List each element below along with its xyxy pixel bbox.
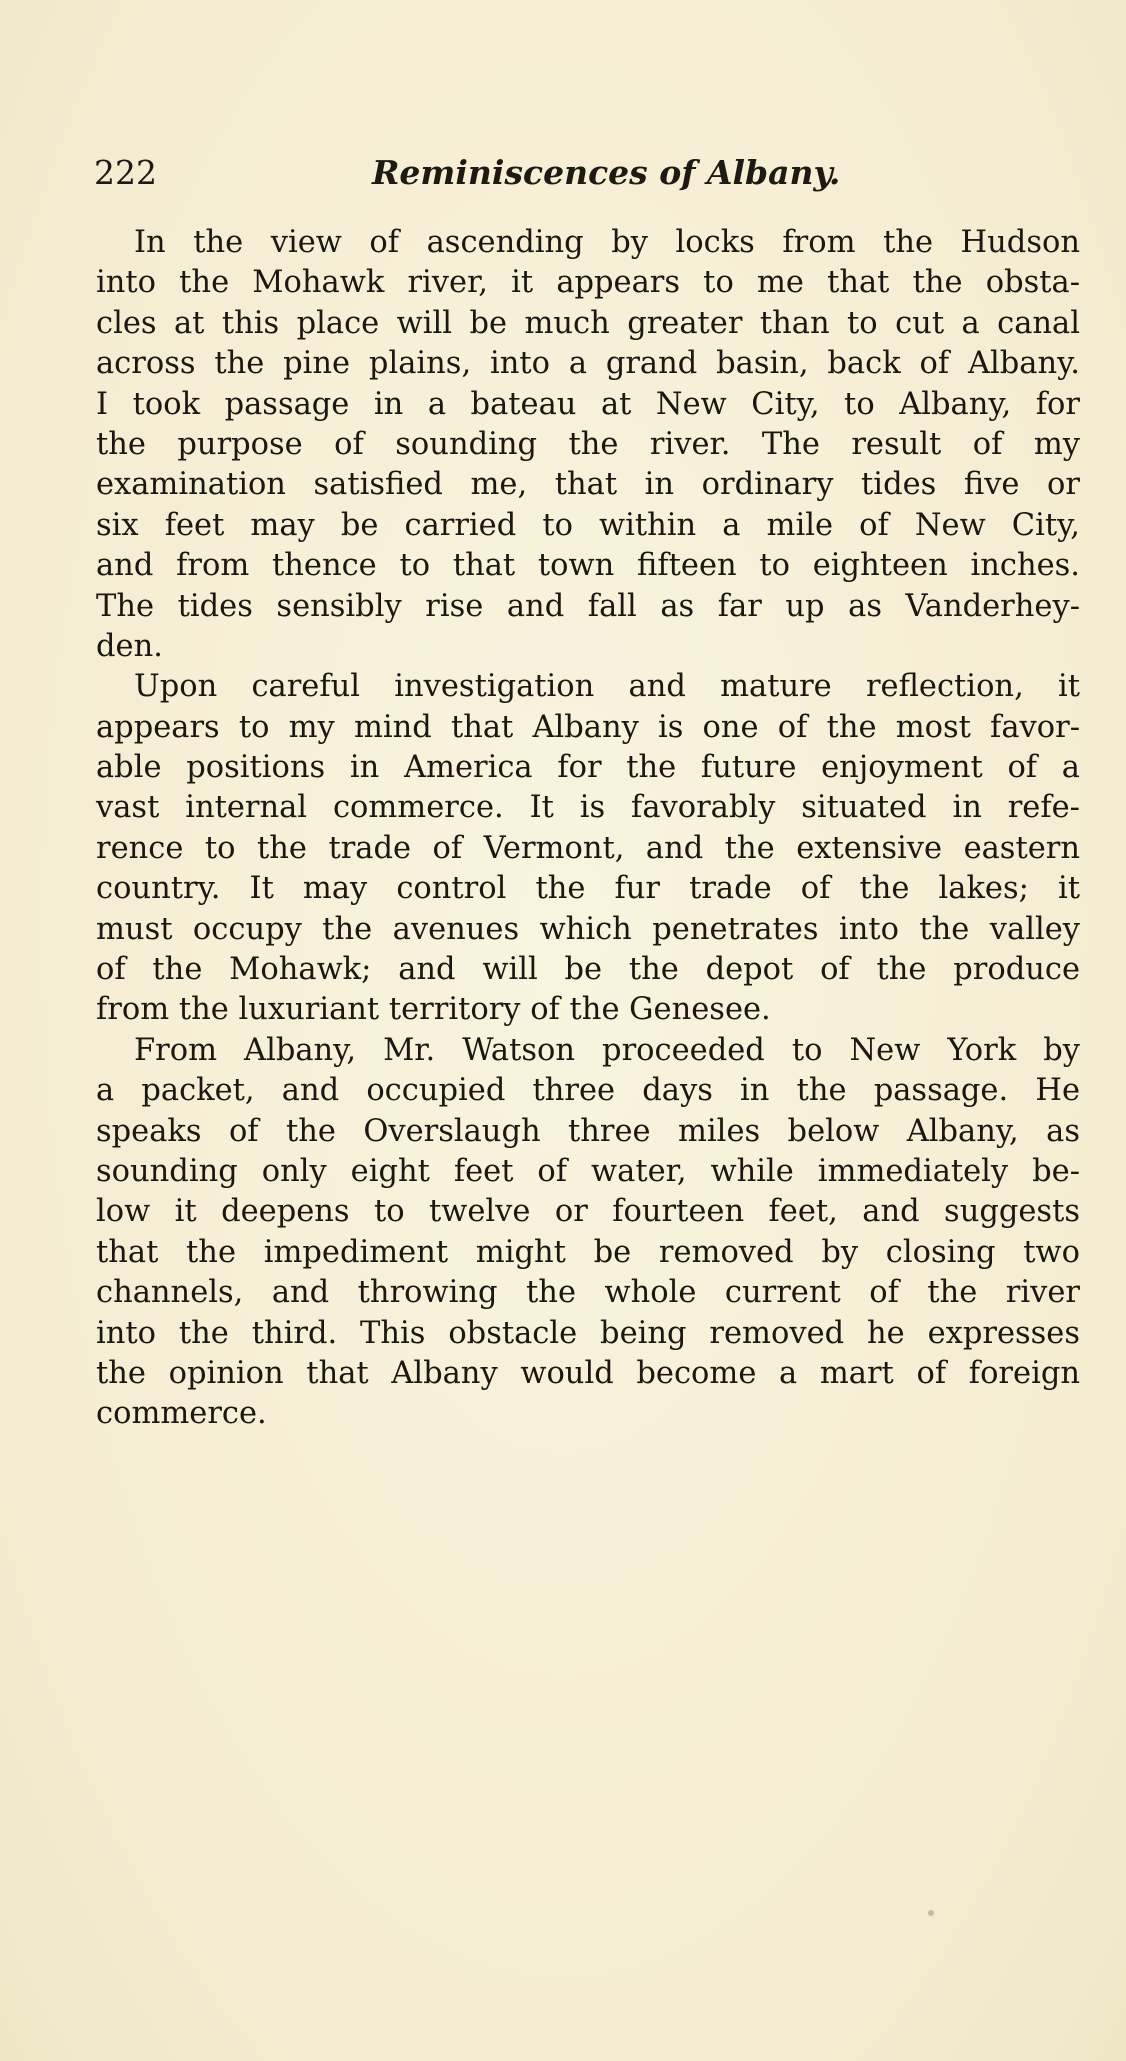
text-line: cles at this place will be much greater than to cut a canal (96, 305, 1080, 341)
text-line: the purpose of sounding the river. The result of my (96, 426, 1080, 462)
text-line: that the impediment might be removed by closing two (96, 1234, 1080, 1270)
paragraph (96, 223, 1080, 667)
text-line: vast internal commerce. It is favorably situated in refe- (96, 790, 1080, 826)
text-line: I took passage in a bateau at New City, to Albany, for (96, 386, 1080, 422)
text-line: from the luxuriant territory of the Genesee. (96, 992, 771, 1028)
text-line: the opinion that Albany would become a mart of foreign (96, 1355, 1080, 1391)
text-line: sounding only eight feet of water, while immediately be- (96, 1153, 1080, 1189)
text-line: able positions in America for the future enjoyment of a (96, 750, 1080, 786)
text-line: rence to the trade of Vermont, and the extensive eastern (96, 830, 1080, 866)
text-line: into the Mohawk river, it appears to me that the obsta- (96, 265, 1080, 301)
text-line: speaks of the Overslaugh three miles below Albany, as (96, 1113, 1080, 1149)
text-line: low it deepens to twelve or fourteen feet, and suggests (96, 1194, 1080, 1230)
text-line: and from thence to that town fifteen to eighteen inches. (96, 548, 1080, 584)
text-line: In the view of ascending by locks from the Hudson (134, 225, 1080, 260)
paragraph (96, 667, 1080, 1031)
text-line: Upon careful investigation and mature reflection, it (134, 669, 1080, 705)
text-line: channels, and throwing the whole current of the river (96, 1275, 1080, 1311)
page-number: 222 (94, 153, 157, 192)
text-line: examination satisfied me, that in ordinary tides five or (96, 467, 1080, 503)
text-line: appears to my mind that Albany is one of the most favor- (96, 709, 1080, 745)
text-line: must occupy the avenues which penetrates into the valley (96, 911, 1080, 947)
text-line: den. (96, 628, 163, 664)
page-header (94, 148, 1094, 198)
text-line: six feet may be carried to within a mile of New City, (96, 507, 1080, 543)
paper-speck (928, 1910, 934, 1916)
text-line: The tides sensibly rise and fall as far up as Vanderhey- (96, 588, 1080, 624)
body-text (96, 223, 1080, 1435)
text-line: across the pine plains, into a grand basin, back of Albany. (96, 346, 1080, 382)
text-line: a packet, and occupied three days in the passage. He (96, 1073, 1080, 1109)
paragraph (96, 1031, 1080, 1435)
text-line: From Albany, Mr. Watson proceeded to New York by (134, 1032, 1080, 1068)
text-line: of the Mohawk; and will be the depot of the produce (96, 952, 1080, 988)
text-line: country. It may control the fur trade of the lakes; it (96, 871, 1080, 907)
text-line: into the third. This obstacle being removed he expresses (96, 1315, 1080, 1351)
text-line: commerce. (96, 1396, 267, 1432)
running-title: Reminiscences of Albany. (372, 153, 841, 192)
